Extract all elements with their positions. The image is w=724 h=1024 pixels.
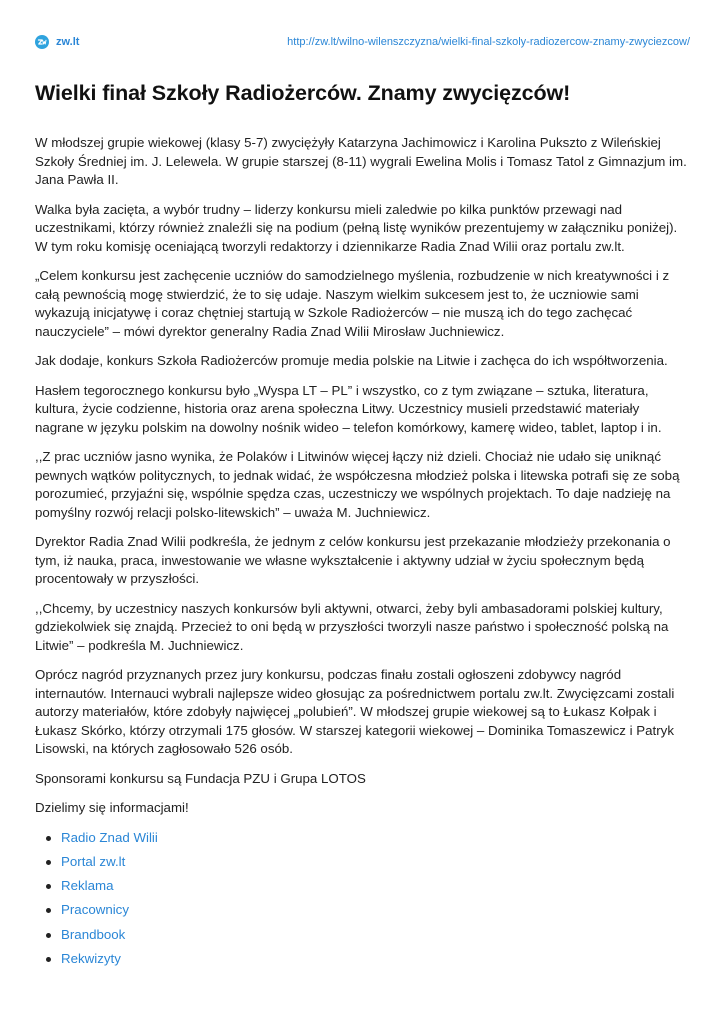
link-rekwizyty[interactable]: Rekwizyty [61,950,121,966]
article-paragraph: W młodszej grupie wiekowej (klasy 5-7) zwyciężyły Katarzyna Jachimowicz i Karolina Pukszto z Wileńskiej Szkoły Średniej im. J. Lelewela. W grupie starszej (8-11) wygrali Ewelina Molis i Tomasz Tatol z Gimnazjum im. Jana Pawła II. [35,135,687,187]
list-item [61,926,690,945]
brand[interactable] [35,35,79,49]
article-paragraph: Dyrektor Radia Znad Wilii podkreśla, że jednym z celów konkursu jest przekazanie młodzieży przekonania o tym, iż nauka, praca, inwestowanie we własne wykształcenie i aktywny udział w życiu społecznym będą procentowały w przyszłości. [35,534,671,586]
link-radio-znad-wilii[interactable]: Radio Znad Wilii [61,829,158,845]
list-item [61,829,690,848]
link-reklama[interactable]: Reklama [61,878,114,894]
list-item [61,950,690,969]
share-heading: Dzielimy się informacjami! [35,800,189,815]
link-pracownicy[interactable]: Pracownicy [61,902,129,918]
article-paragraph: Hasłem tegorocznego konkursu było „Wyspa LT – PL” i wszystko, co z tym związane – sztuka, literatura, kultura, życie codzienne, historia oraz arena społeczna Litwy. Uczestnicy musieli przedstawić materiały nagrane w języku polskim na dowolny nośnik wideo – telefon komórkowy, kamerę wideo, tablet, laptop i in. [35,382,662,435]
article-paragraph: Jak dodaje, konkurs Szkoła Radiożerców promuje media polskie na Litwie i zachęca do ich współtworzenia. [35,353,668,368]
article [35,80,690,974]
article-paragraph: Walka była zacięta, a wybór trudny – liderzy konkursu mieli zaledwie po kilka punktów przewagi nad uczestnikami, którzy również znaleźli się na podium (pełną listę wyników prezentujemy w załączniku poniżej). W tym roku komisję oceniającą tworzyli redaktorzy i dziennikarze Radia Znad Wilii oraz portalu zw.lt. [35,201,678,254]
article-paragraph: „Celem konkursu jest zachęcenie uczniów do samodzielnego myślenia, rozbudzenie w nich kreatywności i z całą pewnością mogę stwierdzić, że to się udaje. Naszym wielkim sukcesem jest to, że uczniowie sami wykazują inicjatywę i coraz chętniej startują w Szkole Radiożerców – nie muszą ich do tego zachęcać nauczyciele” – mówi dyrektor generalny Radia Znad Wilii Mirosław Juchniewicz. [35,268,670,339]
article-paragraph: ,,Z prac uczniów jasno wynika, że Polaków i Litwinów więcej łączy niż dzieli. Chociaż nie udało się uniknąć pewnych wątków politycznych, to jednak widać, że współczesna młodzież polska i litewska potrafi się ze sobą porozumieć, przyjaźni się, wspólnie spędza czas, uczestniczy we wspólnych projektach. To daje nadzieję na pomyślny rozwój relacji polsko-litewskich” – uważa M. Juchniewicz. [35,449,680,520]
zw-logo-icon [35,35,49,49]
zw-logo-glyph [37,37,47,47]
list-item [61,901,690,920]
list-item [61,853,690,872]
page-url-link[interactable]: http://zw.lt/wilno-wilenszczyzna/wielki-final-szkoly-radiozercow-znamy-zwyciezcow/ [287,36,690,48]
footer-links-list [35,829,690,969]
brand-name[interactable]: zw.lt [56,36,80,48]
article-paragraph: ,,Chcemy, by uczestnicy naszych konkursów byli aktywni, otwarci, żeby byli ambasadorami polskiej kultury, gdziekolwiek się znajdą. Przecież to oni będą w przyszłości tworzyli nasze państwo i społeczność polską na Litwie” – podkreśla M. Juchniewicz. [35,600,669,653]
link-portal-zw-lt[interactable]: Portal zw.lt [61,853,126,869]
article-title: Wielki finał Szkoły Radiożerców. Znamy zwycięzców! [35,81,571,105]
sponsors-paragraph: Sponsorami konkursu są Fundacja PZU i Grupa LOTOS [35,770,366,786]
link-brandbook[interactable]: Brandbook [61,926,126,942]
page-header [35,33,690,51]
list-item [61,877,690,896]
article-paragraph: Oprócz nagród przyznanych przez jury konkursu, podczas finału zostali ogłoszeni zdobywcy nagród internautów. Internauci wybrali najlepsze wideo głosując za pośrednictwem portalu zw.lt. Zwycięzcami zostali autorzy materiałów, które zdobyły najwięcej „polubień”. W młodszej grupie wiekowej są to Łukasz Kołpak i Łukasz Skórko, którzy otrzymali 175 głosów. W starszej kategorii wiekowej – Dominika Tomaszewicz i Patryk Lisowski, na których zagłosowało 526 osób. [35,667,675,756]
